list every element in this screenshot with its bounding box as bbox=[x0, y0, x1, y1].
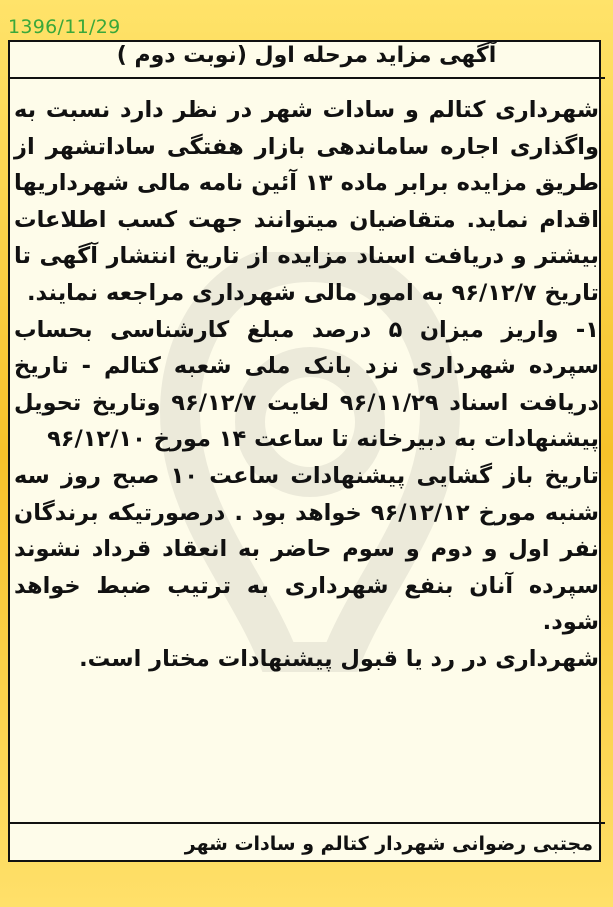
notice-paragraph-deposit: ۱- واریز میزان ۵ درصد مبلغ کارشناسی بحساب سپرده شهرداری نزد بانک ملی شعبه کتالم - تاریخ دریافت اسناد ۹۶/۱۱/۲۹ لغایت ۹۶/۱۲/۷ وتاریخ تحویل پیشنهادات به دبیرخانه تا ساعت ۱۴ مورخ ۹۶/۱۲/۱۰ bbox=[14, 316, 600, 453]
notice-signature: مجتبی رضوانی شهردار کتالم و سادات شهر bbox=[8, 822, 605, 862]
notice-title: آگهی مزاید مرحله اول (نوبت دوم ) bbox=[116, 43, 497, 68]
notice-body bbox=[14, 92, 599, 678]
notice-paragraph-intro: شهرداری کتالم و سادات شهر در نظر دارد نسبت به واگذاری اجاره ساماندهی بازار هفتگی ساداتشهر از طریق مزایده برابر ماده ۱۳ آئین نامه مالی شهرداریها اقدام نماید. متقاضیان میتوانند جهت کسب اطلاعات بیشتر و دریافت اسناد مزایده از تاریخ انتشار آگهی تا تاریخ ۹۶/۱۲/۷ به امور مالی شهرداری مراجعه نمایند. bbox=[14, 97, 599, 306]
notice-paragraph-reservation: شهرداری در رد یا قبول پیشنهادات مختار است. bbox=[79, 645, 599, 672]
date-stamp: 1396/11/29 bbox=[8, 16, 121, 38]
notice-paragraph-opening: تاریخ باز گشایی پیشنهادات ساعت ۱۰ صبح روز سه شنبه مورخ ۹۶/۱۲/۱۲ خواهد بود . درصورتیکه برندگان نفر اول و دوم و سوم حاضر به انعقاد قرداد نشوند سپرده آنان بنفع شهرداری به ترتیب ضبط خواهد شود. bbox=[14, 462, 599, 636]
title-divider bbox=[8, 77, 605, 79]
